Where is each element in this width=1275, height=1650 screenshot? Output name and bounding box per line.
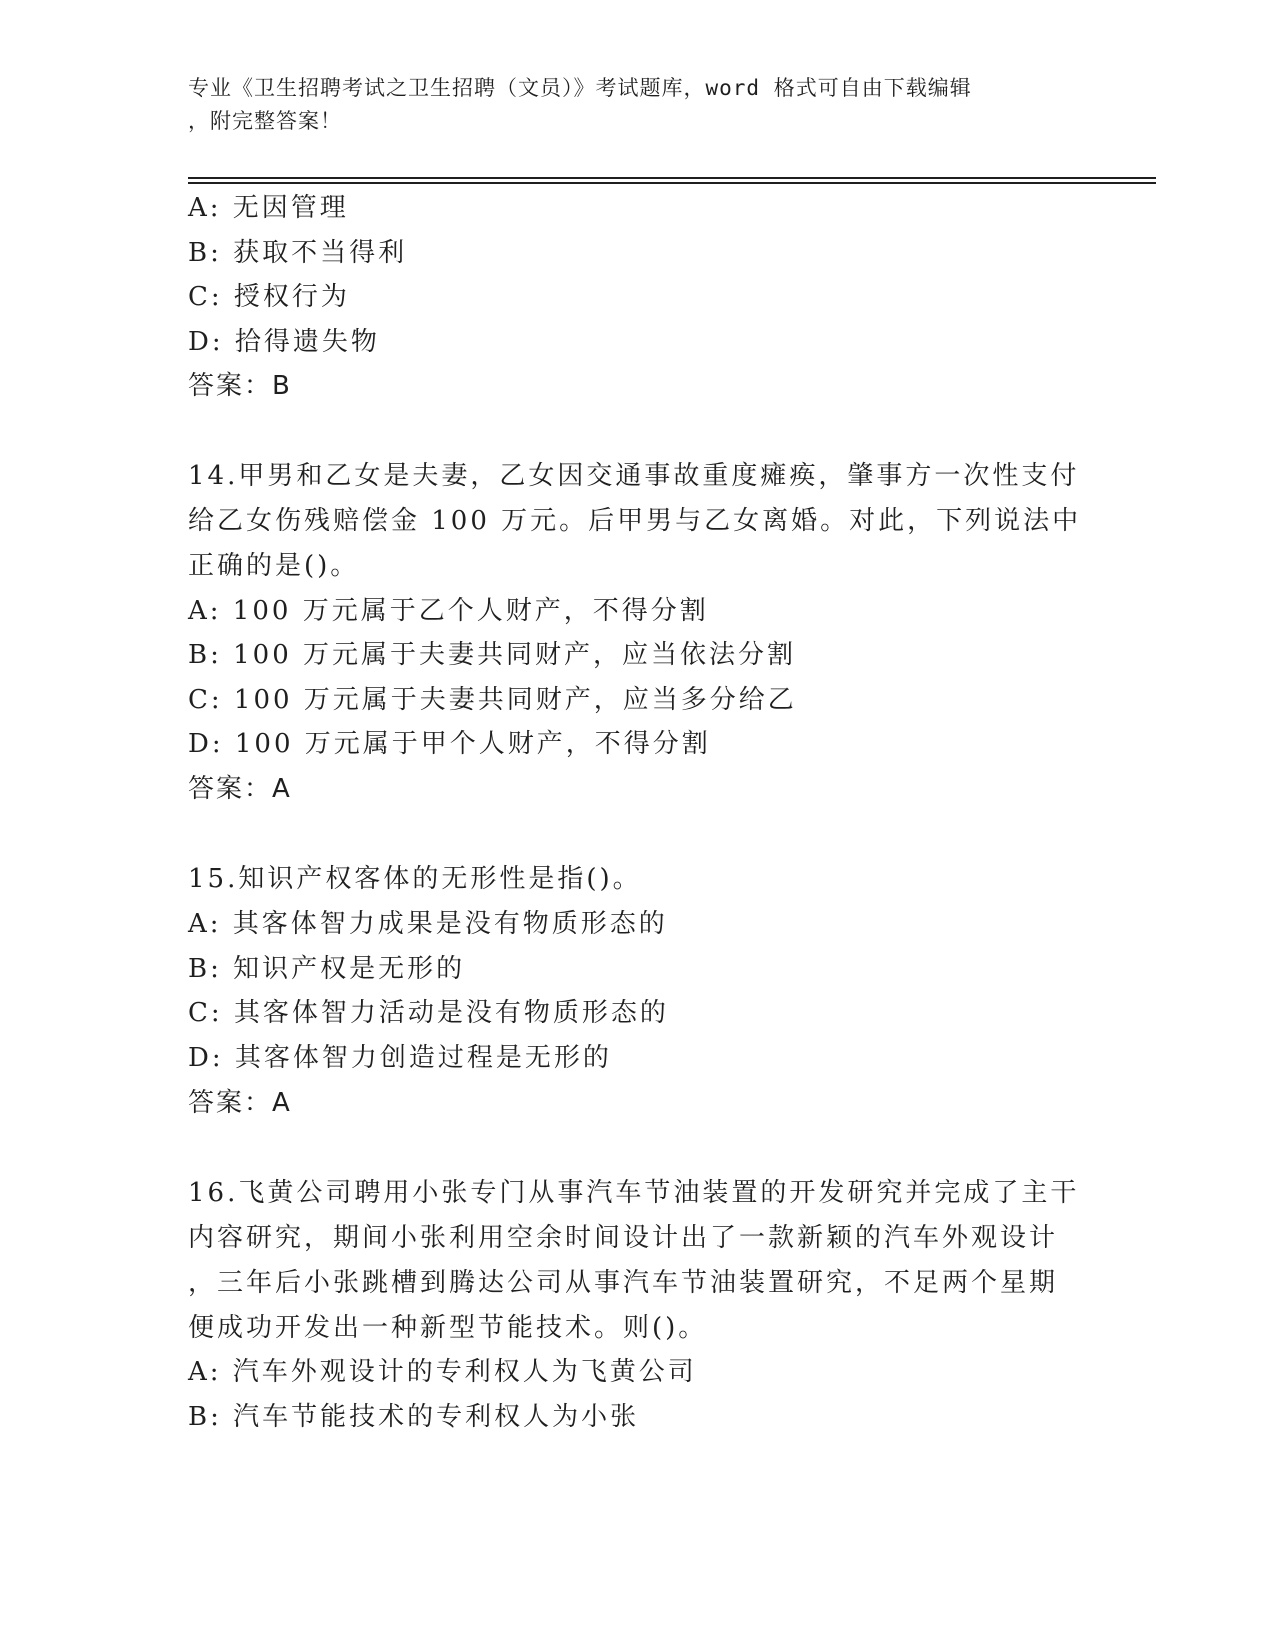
q14-option-c: C: 100 万元属于夫妻共同财产，应当多分给乙 [188,685,797,715]
q15-option-b: B: 知识产权是无形的 [188,954,466,984]
header-line-2: ，附完整答案！ [188,109,342,133]
header-divider-top [188,177,1156,179]
q13-option-a: A: 无因管理 [188,193,349,223]
q14-option-d: D: 100 万元属于甲个人财产，不得分割 [188,729,711,759]
q13-option-d: D: 拾得遗失物 [188,327,380,357]
q14-answer: 答案：A [188,774,292,804]
q15-option-a: A: 其客体智力成果是没有物质形态的 [188,909,668,939]
q13-option-b: B: 获取不当得利 [188,238,408,268]
q15-stem-line-1: 15.知识产权客体的无形性是指()。 [188,864,642,894]
q14-stem-line-3: 正确的是()。 [188,551,360,581]
q14-stem-line-2: 给乙女伤残赔偿金 100 万元。后甲男与乙女离婚。对此，下列说法中 [188,506,1082,536]
q16-stem-line-2: 内容研究，期间小张利用空余时间设计出了一款新颖的汽车外观设计 [188,1223,1059,1253]
q16-stem-line-4: 便成功开发出一种新型节能技术。则()。 [188,1313,708,1343]
header-divider-bottom [188,182,1156,184]
q13-answer: 答案：B [188,371,292,401]
q15-option-d: D: 其客体智力创造过程是无形的 [188,1043,612,1073]
q14-stem-line-1: 14.甲男和乙女是夫妻，乙女因交通事故重度瘫痪，肇事方一次性支付 [188,461,1080,491]
header-line-1: 专业《卫生招聘考试之卫生招聘（文员）》考试题库，word 格式可自由下载编辑 [188,76,972,100]
q15-option-c: C: 其客体智力活动是没有物质形态的 [188,998,669,1028]
q16-option-b: B: 汽车节能技术的专利权人为小张 [188,1402,640,1432]
page-header [188,72,1068,138]
q14-option-b: B: 100 万元属于夫妻共同财产，应当依法分割 [188,640,797,670]
q16-stem-line-3: ，三年后小张跳槽到腾达公司从事汽车节油装置研究，不足两个星期 [188,1268,1059,1298]
q16-option-a: A: 汽车外观设计的专利权人为飞黄公司 [188,1357,697,1387]
q16-stem-line-1: 16.飞黄公司聘用小张专门从事汽车节油装置的开发研究并完成了主干 [188,1178,1080,1208]
q13-option-c: C: 授权行为 [188,282,350,312]
q15-answer: 答案：A [188,1088,292,1118]
q14-option-a: A: 100 万元属于乙个人财产，不得分割 [188,596,709,626]
